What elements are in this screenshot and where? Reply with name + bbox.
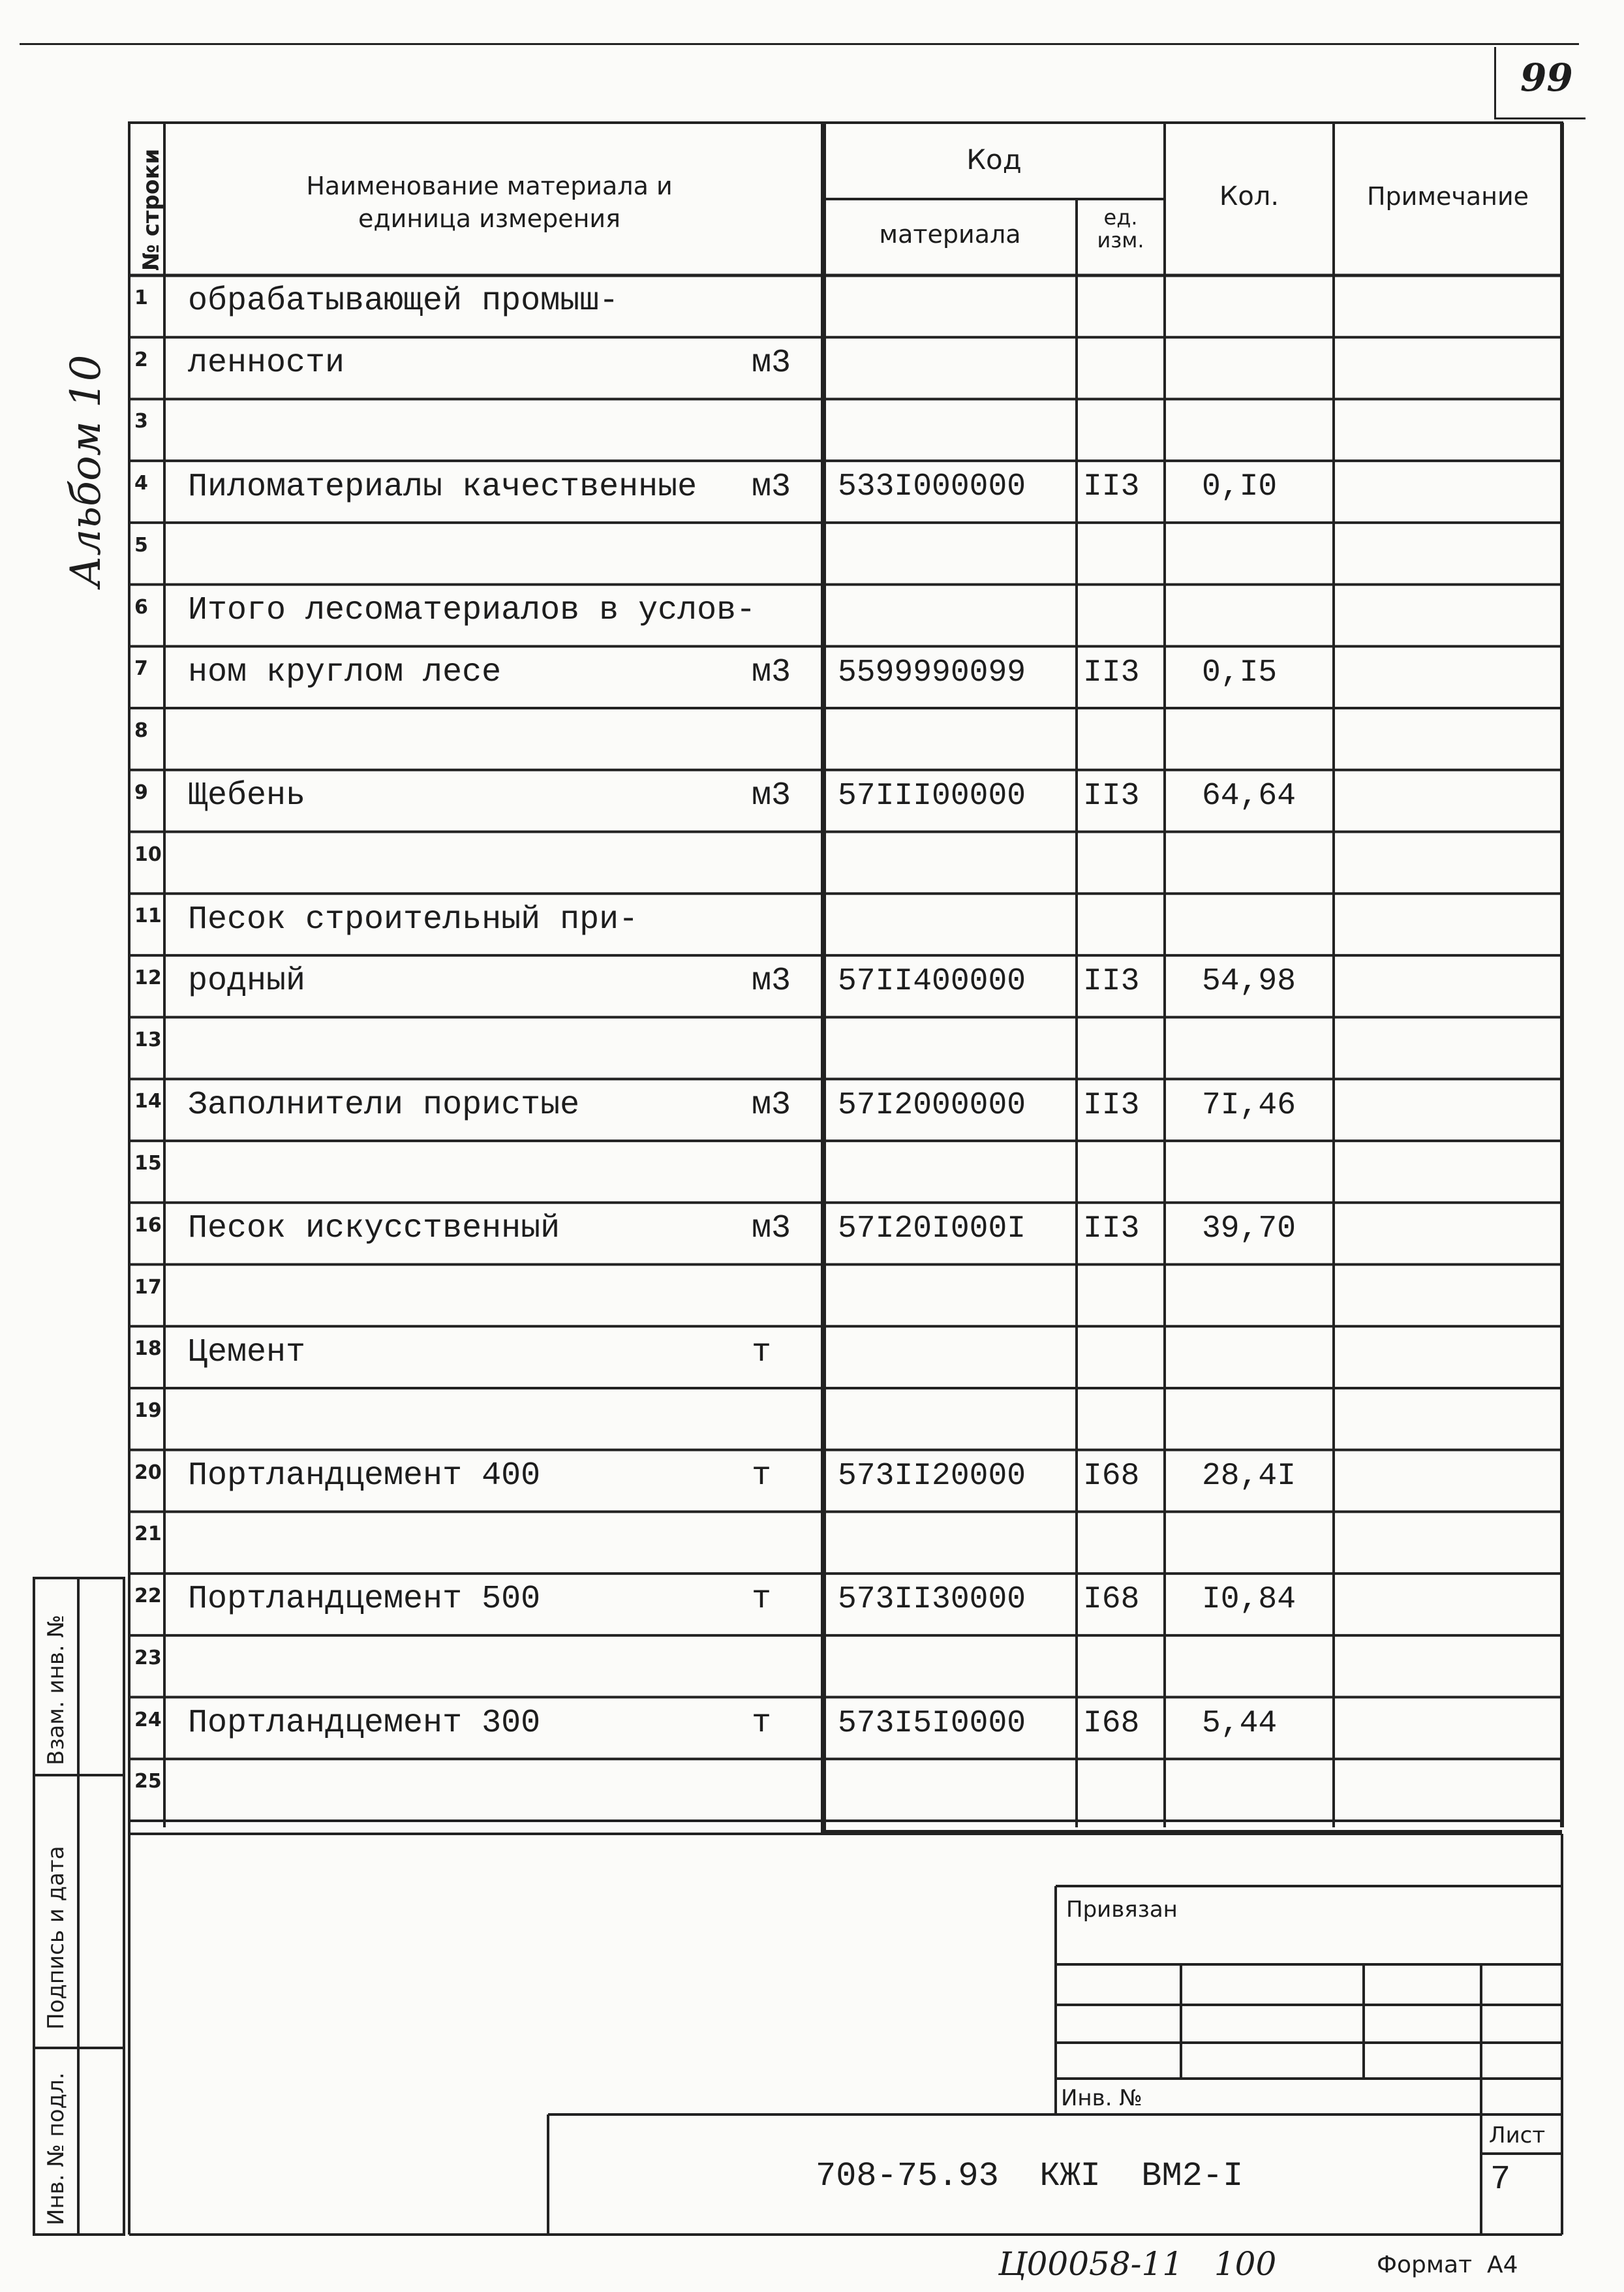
quantity: I0,84 <box>1202 1582 1296 1618</box>
row-number: 23 <box>134 1646 162 1669</box>
material-unit: т <box>752 1333 772 1371</box>
row-number: 6 <box>134 595 148 619</box>
row-number: 9 <box>134 781 148 804</box>
material-unit: т <box>752 1704 772 1742</box>
unit-code: II3 <box>1083 1087 1140 1123</box>
unit-code: I68 <box>1083 1582 1140 1618</box>
row-number: 7 <box>134 657 148 681</box>
quantity: 0,I0 <box>1202 469 1278 505</box>
row-number: 14 <box>134 1090 162 1113</box>
vzam-inv-label: Взам. инв. № <box>43 1615 69 1765</box>
material-name: Портландцемент 400 <box>188 1457 541 1495</box>
material-name: Итого лесоматериалов в услов- <box>188 591 756 629</box>
material-unit: м3 <box>752 1086 791 1124</box>
album-note: Альбом 10 <box>62 354 110 587</box>
quantity: 54,98 <box>1202 964 1296 1000</box>
material-unit: м3 <box>752 963 791 1000</box>
name-header-line1: Наименование материала и <box>306 172 673 200</box>
quantity: 5,44 <box>1202 1705 1278 1741</box>
code-header: Код <box>966 144 1022 176</box>
quantity: 28,4I <box>1202 1458 1296 1494</box>
material-unit: м3 <box>752 777 791 815</box>
format-label: Формат А4 <box>1377 2252 1518 2278</box>
material-name: Пиломатериалы качественные <box>188 468 697 506</box>
material-code: 57I20I000I <box>838 1211 1026 1247</box>
sheet-label: Лист <box>1489 2122 1546 2148</box>
quantity: 64,64 <box>1202 779 1296 814</box>
material-code: 57III00000 <box>838 779 1026 814</box>
material-name: Песок искусственный <box>188 1210 560 1248</box>
material-name: родный <box>188 963 306 1000</box>
material-code: 573I5I0000 <box>838 1705 1026 1741</box>
material-unit: м3 <box>752 1210 791 1248</box>
quantity: 39,70 <box>1202 1211 1296 1247</box>
row-no-header: № строки <box>138 148 164 271</box>
material-name: Портландцемент 300 <box>188 1704 541 1742</box>
material-unit: м3 <box>752 345 791 382</box>
material-unit: т <box>752 1581 772 1618</box>
privyazan-label: Привязан <box>1066 1897 1178 1923</box>
unit-code: II3 <box>1083 655 1140 690</box>
inv-podl-label: Инв. № подл. <box>43 2072 69 2225</box>
row-number: 13 <box>134 1028 162 1051</box>
row-number: 20 <box>134 1461 162 1484</box>
material-name: Портландцемент 500 <box>188 1581 541 1618</box>
material-name: ленности <box>188 345 345 382</box>
material-name: Щебень <box>188 777 306 815</box>
material-name: Заполнители пористые <box>188 1086 580 1124</box>
material-name: Песок строительный при- <box>188 901 639 938</box>
sheet-number: 7 <box>1490 2160 1511 2199</box>
inv-no-label: Инв. № <box>1061 2085 1142 2111</box>
unit-code-header-line1: ед. <box>1103 205 1138 230</box>
material-header: материала <box>879 220 1021 249</box>
row-number: 18 <box>134 1337 162 1361</box>
unit-code-header-line2: изм. <box>1097 228 1144 253</box>
page-number: 99 <box>1520 55 1573 100</box>
unit-code: II3 <box>1083 964 1140 1000</box>
row-number: 22 <box>134 1585 162 1608</box>
row-number: 5 <box>134 533 148 557</box>
material-unit: м3 <box>752 653 791 691</box>
handwritten-archive-number: Ц00058-11 100 <box>998 2245 1277 2283</box>
unit-code: I68 <box>1083 1458 1140 1494</box>
material-unit: м3 <box>752 468 791 506</box>
quantity: 7I,46 <box>1202 1087 1296 1123</box>
material-code: 57I2000000 <box>838 1087 1026 1123</box>
unit-code: II3 <box>1083 469 1140 505</box>
unit-code: II3 <box>1083 779 1140 814</box>
row-number: 25 <box>134 1770 162 1793</box>
material-code: 533I000000 <box>838 469 1026 505</box>
note-header: Примечание <box>1366 182 1529 211</box>
row-number: 17 <box>134 1275 162 1299</box>
material-name: ном круглом лесе <box>188 653 502 691</box>
row-number: 21 <box>134 1523 162 1546</box>
row-number: 10 <box>134 843 162 866</box>
row-number: 4 <box>134 472 148 495</box>
signature-date-label: Подпись и дата <box>43 1846 69 2030</box>
row-number: 19 <box>134 1399 162 1422</box>
document-code: 708-75.93 КЖI ВМ2-I <box>816 2157 1244 2195</box>
row-number: 11 <box>134 905 162 928</box>
material-code: 573II20000 <box>838 1458 1026 1494</box>
material-code: 5599990099 <box>838 655 1026 690</box>
qty-header: Кол. <box>1219 181 1279 211</box>
material-code: 573II30000 <box>838 1582 1026 1618</box>
unit-code: II3 <box>1083 1211 1140 1247</box>
row-number: 8 <box>134 719 148 743</box>
row-number: 12 <box>134 966 162 989</box>
row-number: 24 <box>134 1708 162 1731</box>
quantity: 0,I5 <box>1202 655 1278 690</box>
unit-code: I68 <box>1083 1705 1140 1741</box>
row-number: 1 <box>134 286 148 310</box>
name-header-line2: единица измерения <box>358 204 620 233</box>
row-number: 3 <box>134 410 148 433</box>
material-name: Цемент <box>188 1333 306 1371</box>
material-unit: т <box>752 1457 772 1495</box>
material-code: 57II400000 <box>838 964 1026 1000</box>
row-number: 2 <box>134 348 148 371</box>
row-number: 16 <box>134 1213 162 1237</box>
material-name: обрабатывающей промыш- <box>188 283 619 320</box>
row-number: 15 <box>134 1152 162 1175</box>
